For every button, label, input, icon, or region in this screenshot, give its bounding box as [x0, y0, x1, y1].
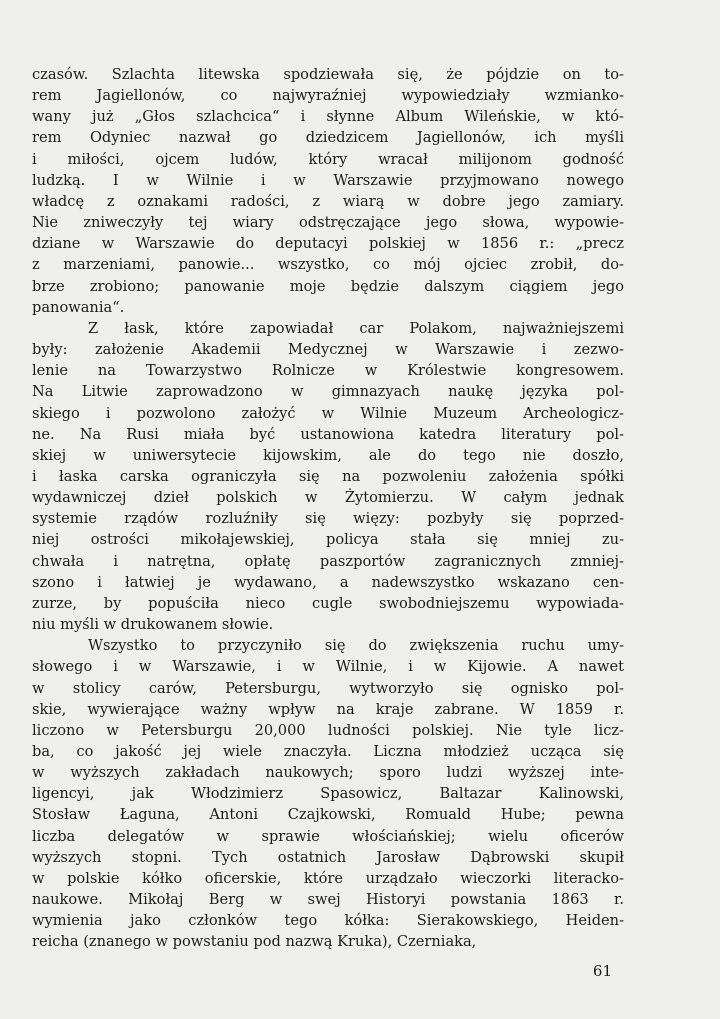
- text-line: panowania“.: [32, 298, 125, 316]
- text-line: lenie na Towarzystwo Rolnicze w Królestwie kongresowem.: [32, 362, 624, 380]
- text-line: niej ostrości mikołajewskiej, policya stała się mniej zu-: [32, 531, 624, 549]
- text-line: liczba delegatów w sprawie włościańskiej; wielu oficerów: [32, 827, 624, 845]
- text-line: brze zrobiono; panowanie moje będzie dalszym ciągiem jego: [32, 277, 624, 295]
- paragraph: [32, 64, 624, 318]
- text-line: wymienia jako członków tego kółka: Sierakowskiego, Heiden-: [32, 912, 624, 930]
- text-line: w wyższych zakładach naukowych; sporo ludzi wyższej inte-: [32, 764, 624, 782]
- paragraph: [32, 635, 624, 952]
- text-line: ludzką. I w Wilnie i w Warszawie przyjmowano nowego: [32, 171, 624, 189]
- text-line: rem Jagiellonów, co najwyraźniej wypowiedziały wzmianko-: [32, 87, 624, 105]
- page-number: 61: [592, 962, 612, 980]
- text-line: naukowe. Mikołaj Berg w swej Historyi powstania 1863 r.: [32, 891, 624, 909]
- text-line: słowego i w Warszawie, i w Wilnie, i w Kijowie. A nawet: [32, 658, 624, 676]
- text-line: Stosław Łaguna, Antoni Czajkowski, Romuald Hube; pewna: [32, 806, 624, 824]
- text-line: skiego i pozwolono założyć w Wilnie Muzeum Archeologicz-: [32, 404, 624, 422]
- text-line: i łaska carska ograniczyła się na pozwoleniu założenia spółki: [32, 467, 624, 485]
- text-line: Na Litwie zaprowadzono w gimnazyach naukę języka pol-: [32, 383, 624, 401]
- text-line: władcę z oznakami radości, z wiarą w dobre jego zamiary.: [32, 192, 624, 210]
- text-line: szono i łatwiej je wydawano, a nadewszystko wskazano cen-: [32, 573, 624, 591]
- text-line: systemie rządów rozluźniły się więzy: pozbyły się poprzed-: [32, 510, 624, 528]
- text-line: czasów. Szlachta litewska spodziewała się, że pójdzie on to-: [32, 66, 624, 83]
- text-line: Nie zniweczyły tej wiary odstręczające jego słowa, wypowie-: [32, 214, 624, 232]
- paragraph: [32, 318, 624, 635]
- text-line: Z łask, które zapowiadał car Polakom, najważniejszemi: [88, 319, 624, 337]
- text-line: wany już „Głos szlachcica“ i słynne Album Wileńskie, w któ-: [32, 108, 624, 126]
- text-line: liczono w Petersburgu 20,000 ludności polskiej. Nie tyle licz-: [32, 721, 624, 739]
- text-line: ba, co jakość jej wiele znaczyła. Liczna młodzież ucząca się: [32, 743, 624, 760]
- text-line: chwała i natrętna, opłatę paszportów zagranicznych zmniej-: [32, 552, 624, 570]
- text-line: wyższych stopni. Tych ostatnich Jarosław Dąbrowski skupił: [32, 848, 624, 866]
- text-line: ligencyi, jak Włodzimierz Spasowicz, Baltazar Kalinowski,: [32, 785, 624, 803]
- text-line: w polskie kółko oficerskie, które urządzało wieczorki literacko-: [32, 869, 624, 887]
- text-line: wydawniczej dzieł polskich w Żytomierzu. W całym jednak: [32, 489, 624, 507]
- text-line: rem Odyniec nazwał go dziedzicem Jagiellonów, ich myśli: [32, 129, 624, 147]
- text-line: reicha (znanego w powstaniu pod nazwą Kruka), Czerniaka,: [32, 933, 477, 951]
- text-line: zurze, by popuściła nieco cugle swobodniejszemu wypowiada-: [32, 594, 624, 612]
- text-line: w stolicy carów, Petersburgu, wytworzyło się ognisko pol-: [32, 679, 624, 697]
- text-line: skiej w uniwersytecie kijowskim, ale do tego nie doszło,: [32, 446, 624, 464]
- text-line: skie, wywierające ważny wpływ na kraje zabrane. W 1859 r.: [32, 700, 624, 718]
- text-line: Wszystko to przyczyniło się do zwiększenia ruchu umy-: [88, 637, 624, 655]
- text-line: niu myśli w drukowanem słowie.: [32, 616, 274, 634]
- text-line: i miłości, ojcem ludów, który wracał milijonom godność: [32, 150, 624, 168]
- text-line: były: założenie Akademii Medycznej w Warszawie i zezwo-: [32, 341, 624, 359]
- text-line: ne. Na Rusi miała być ustanowiona katedra literatury pol-: [32, 425, 624, 443]
- text-line: dziane w Warszawie do deputacyi polskiej w 1856 r.: „precz: [32, 235, 624, 253]
- text-line: z marzeniami, panowie... wszystko, co mój ojciec zrobił, do-: [32, 256, 624, 274]
- body-text: [32, 64, 624, 953]
